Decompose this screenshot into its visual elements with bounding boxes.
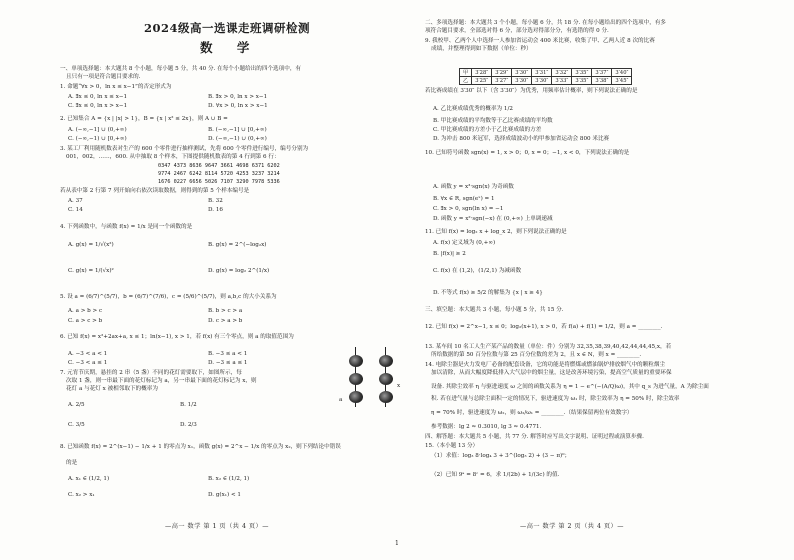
row-label: 甲	[460, 69, 472, 77]
text-line: D. ∀x > 0, ln x > x−1	[208, 103, 268, 109]
text-line: C. 3/5	[68, 422, 85, 428]
table-cell: 3′35″	[572, 69, 592, 77]
table-row	[460, 77, 632, 85]
table-cell: 3′35″	[572, 77, 592, 85]
text-line: 8. 已知函数 f(x) = 2^(x−1) − 1/x + 1 的零点为 x₁，函数 g(x) = 2^x − 1/x 的零点为 x₂，则下列结论中错误	[60, 444, 341, 450]
text-line: D. 为冲击 800 米冠军，选择成绩波动小的甲参加省运动会 800 米比赛	[433, 136, 610, 142]
text-line: B. ∃x > 0, ln x > x−1	[208, 94, 268, 100]
text-line: 3. 某工厂利用随机数表对生产的 600 个零件进行抽样测试，先将 600 个零件进行编号，编号分别为	[60, 146, 309, 152]
text-line: C. (−∞,−1) ∪ [0,+∞)	[68, 136, 127, 142]
text-line: 四、解答题：本大题共 5 小题，共 77 分. 解答时应写出文字说明、证明过程或演算步骤.	[425, 434, 644, 440]
table-cell: 3′28″	[472, 69, 492, 77]
exam-page-1	[60, 0, 401, 560]
table-cell: 3′37″	[592, 69, 612, 77]
text-line: η = 70% 时，驱进速度为 ω₂，则 ω₂/ω₁ = ________.（结果保留两位有效数字）	[431, 410, 633, 416]
table-cell: 3′40″	[612, 69, 632, 77]
text-line: 若比赛成绩在 3′30″ 以下（含 3′30″）为优秀，用频率估计概率，则下列说法正确的是	[425, 88, 638, 94]
text-line: C. f(x) 在 (1,2)，(1/2,1) 为减函数	[433, 268, 522, 274]
text-line: A. −3 < a < 1	[68, 351, 108, 357]
text-line: A. ∃x ≤ 0, ln x ≤ x−1	[68, 94, 128, 100]
text-line: C. 14	[68, 207, 83, 213]
lantern-diagram	[339, 347, 415, 427]
text-line: 7. 元宵节庆期，悬挂的 2 串（5 盏）不同的花灯需要取下，如图所示，每	[60, 370, 242, 376]
text-line: B. −3 ≤ a < 1	[208, 351, 248, 357]
text-line: B. b > c > a	[208, 308, 243, 314]
text-line: 10. 已知符号函数 sgn(x) = 1, x > 0；0, x = 0；−1, x < 0，下列说法正确的是	[425, 150, 630, 156]
text-line: D. c > a > b	[208, 318, 243, 324]
table-cell: 3′30″	[512, 77, 532, 85]
text-line: （1）求值：log₃ 8·log₄ 3 + 3^(log₃ 2) + (3 − π)⁰；	[431, 453, 571, 459]
text-line: D. −3 ≤ a ≤ 1	[208, 360, 248, 366]
lantern	[349, 373, 363, 385]
text-line: （2）已知 9ᵃ = 8ᶜ = 6，求 1/(2b) + 1/(3c) 的值.	[431, 472, 560, 478]
table-cell: 3′38″	[592, 77, 612, 85]
text-line: 11. 已知 f(x) = log₂ x + log_x 2，则下列说法正确的是	[425, 229, 567, 235]
text-line: D. 2/3	[180, 422, 197, 428]
text-line: B. 1/2	[180, 402, 197, 408]
table-cell: 3′30″	[512, 69, 532, 77]
text-line: D. 函数 y = x²·sgn(−x) 在 (0,+∞) 上单调递减	[433, 216, 553, 222]
table-cell: 3′27″	[492, 77, 512, 85]
table-cell: 3′29″	[492, 69, 512, 77]
text-line: A. g(x) = 1/√(x²)	[68, 242, 114, 248]
text-line: 4. 下列函数中，与函数 f(x) = 1/x 是同一个函数的是	[60, 224, 193, 230]
random-table-row: 0347 4373 8636 9647 3661 4698 6371 6202	[158, 163, 280, 169]
lantern	[349, 355, 363, 367]
table-row	[460, 69, 632, 77]
row-label: 乙	[460, 77, 472, 85]
lantern	[379, 355, 393, 367]
text-line: 参考数据：lg 2 ≈ 0.3010, lg 3 ≈ 0.4771.	[431, 424, 542, 430]
table-cell: 3′32″	[552, 69, 572, 77]
text-line: 加以清除，从而大幅度降低排入大气层中的烟尘量，这是改善环境污染，提高空气质量的重要环保	[431, 370, 672, 376]
text-line: A. a > b > c	[68, 308, 103, 314]
text-line: B. ∀x ∈ R, sgn(eˣ) = 1	[433, 196, 495, 202]
text-line: C. a > c > b	[68, 318, 103, 324]
text-line: 9. 我校甲、乙两个人中选择一人参加省运动会 400 米比赛，收集了甲、乙两人近 8 次的比赛	[425, 38, 655, 44]
text-line: B. 32	[208, 198, 223, 204]
page-1-footer: —高一 数学 第 1 页（共 4 页）—	[165, 523, 269, 530]
text-line: D. g(x) = log₂ 2^(1/x)	[208, 268, 270, 274]
text-line: 001，002，……，600. 从中抽取 8 个样本，下图提供随机数表的第 4 行到第 6 行：	[66, 154, 280, 160]
text-line: 成绩，并整理得到如下数据（单位：秒）	[431, 46, 532, 52]
text-line: 二、多项选择题：本大题共 3 个小题，每小题 6 分，共 18 分. 在每小题给出的四个选项中，有多	[425, 20, 667, 26]
random-table-row: 1676 0227 6656 5026 7107 3290 7978 5336	[158, 179, 280, 185]
text-line: 15.（本小题 13 分）	[425, 443, 479, 449]
text-line: C. x₂ > x₁	[68, 492, 95, 498]
text-line: 花灯 a 与花灯 x 被相邻取下的概率为	[66, 386, 158, 392]
random-table-row: 9774 2467 6242 8114 5720 4253 3237 3214	[158, 171, 280, 177]
lantern-label-a: a	[339, 397, 343, 403]
text-line: 1. 命题“∀x > 0，ln x ≤ x−1”的否定形式为	[60, 84, 172, 90]
text-line: 的是	[66, 460, 78, 466]
text-line: B. (−∞,−1] ∪ [0,+∞)	[208, 127, 267, 133]
text-line: 次取 1 盏，则一串最下面的花灯标记为 a，另一串最下面的花灯标记为 x，则	[66, 378, 257, 384]
text-line: C. ∃x ≤ 0, ln x > x−1	[68, 103, 128, 109]
text-line: D. 16	[208, 207, 223, 213]
subject-title: 数 学	[200, 40, 260, 55]
text-line: 14. 电除尘器是火力发电厂必备的配套设备，它的功能是将燃煤或燃油锅炉排放烟气中的颗粒烟尘	[425, 362, 666, 368]
text-line: C. g(x) = 1/(√x)²	[68, 268, 114, 274]
text-line: 13. 某车间 10 名工人生产某产品的数量（单位：件）分别为 32,35,38,39,40,42,44,44,45,x，若	[425, 344, 672, 350]
text-line: D. (−∞,−1) ∪ (0,+∞)	[208, 136, 267, 142]
text-line: 且只有一项是符合题目要求的.	[66, 74, 141, 80]
table-cell: 3′30″	[532, 77, 552, 85]
text-line: A. 乙比赛成绩优秀的概率为 1/2	[433, 106, 513, 112]
lantern-label-x: x	[397, 383, 401, 389]
text-line: B. g(x) = 2^(−log₂x)	[208, 242, 267, 248]
text-line: 6. 已知 f(x) = x²+2ax+a, x ≤ 1；ln(x−1), x > 1，若 f(x) 有三个零点，则 a 的取值范围为	[60, 334, 294, 340]
table-cell: 3′31″	[532, 69, 552, 77]
text-line: 12. 已知 f(x) = 2^x−1, x ≤ 0；log₂(x+1), x > 0，若 f(a) + f(1) = 1/2，则 a = ________.	[425, 324, 663, 330]
page-2-footer: —高一 数学 第 2 页（共 4 页）—	[520, 523, 624, 530]
text-line: 三、填空题：本大题共 3 小题，每小题 5 分，共 15 分.	[425, 307, 564, 313]
text-line: C. ∃x > 0, sgn(ln x) = −1	[433, 206, 504, 212]
text-line: C. −3 < a ≤ 1	[68, 360, 108, 366]
exam-page-2	[425, 0, 765, 560]
table-cell: 3′25″	[472, 77, 492, 85]
text-line: D. 不等式 f(x) ≥ 5/2 的解集为 {x | x ≥ 4}	[433, 290, 543, 296]
text-line: 若从表中第 2 行第 7 列开始向右依次读取数据，则得到的第 5 个样本编号是	[60, 188, 250, 194]
lantern	[349, 391, 363, 403]
text-line: 项符合题目要求，全部选对得 6 分，部分选对得部分分，有选错的得 0 分.	[425, 28, 609, 34]
table-cell: 3′45″	[612, 77, 632, 85]
table-cell: 3′33″	[552, 77, 572, 85]
text-line: 积. 若在进气量与总除尘面积一定的情况下，驱进速度为 ω₁ 时，除尘效率为 η = 50% 时，除尘效率	[431, 396, 680, 402]
text-line: A. 函数 y = x³·sgn(x) 为奇函数	[433, 184, 514, 190]
lantern	[379, 391, 393, 403]
text-line: B. |f(x)| ≥ 2	[433, 251, 466, 257]
text-line: A. f(x) 定义域为 (0,+∞)	[433, 240, 496, 246]
text-line: 所给数据的第 50 百分位数与第 25 百分位数的差为 2，且 x ∈ N，则 x = ________.	[431, 352, 642, 358]
text-line: A. 37	[68, 198, 83, 204]
text-line: A. 2/5	[68, 402, 85, 408]
text-line: C. 甲比赛成绩的方差小于乙比赛成绩的方差	[433, 127, 542, 133]
lantern	[379, 373, 393, 385]
text-line: 2. 已知集合 A = {x | |x| > 1}，B = {x | x² ≤ 2x}，则 A ∪ B =	[60, 116, 228, 122]
text-line: 一、单项选择题：本大题共 8 个小题，每小题 5 分，共 40 分. 在每个小题给出的四个选项中，有	[60, 66, 302, 72]
text-line: A. (−∞,−1] ∪ (0,+∞)	[68, 127, 127, 133]
text-line: B. x₂ ∈ (1/2, 1)	[208, 476, 250, 482]
score-table	[459, 68, 632, 85]
text-line: A. x₁ ∈ (1/2, 1)	[68, 476, 110, 482]
text-line: 5. 设 a = (6/7)^(5/7)，b = (6/7)^(7/6)，c = (5/6)^(5/7)，则 a,b,c 的大小关系为	[60, 294, 277, 300]
page-number: 1	[395, 540, 399, 547]
text-line: D. g(x₁) < 1	[208, 492, 241, 498]
text-line: 设备. 其除尘效率 η 与驱进速度 ω 之间的函数关系为 η = 1 − e^(−(A/Q)ω)，其中 q_s 为进气量，A 为除尘面	[431, 384, 709, 390]
text-line: B. 甲比赛成绩的平均数等于乙比赛成绩的平均数	[433, 118, 553, 124]
exam-title: 2024级高一选课走班调研检测	[144, 21, 311, 35]
